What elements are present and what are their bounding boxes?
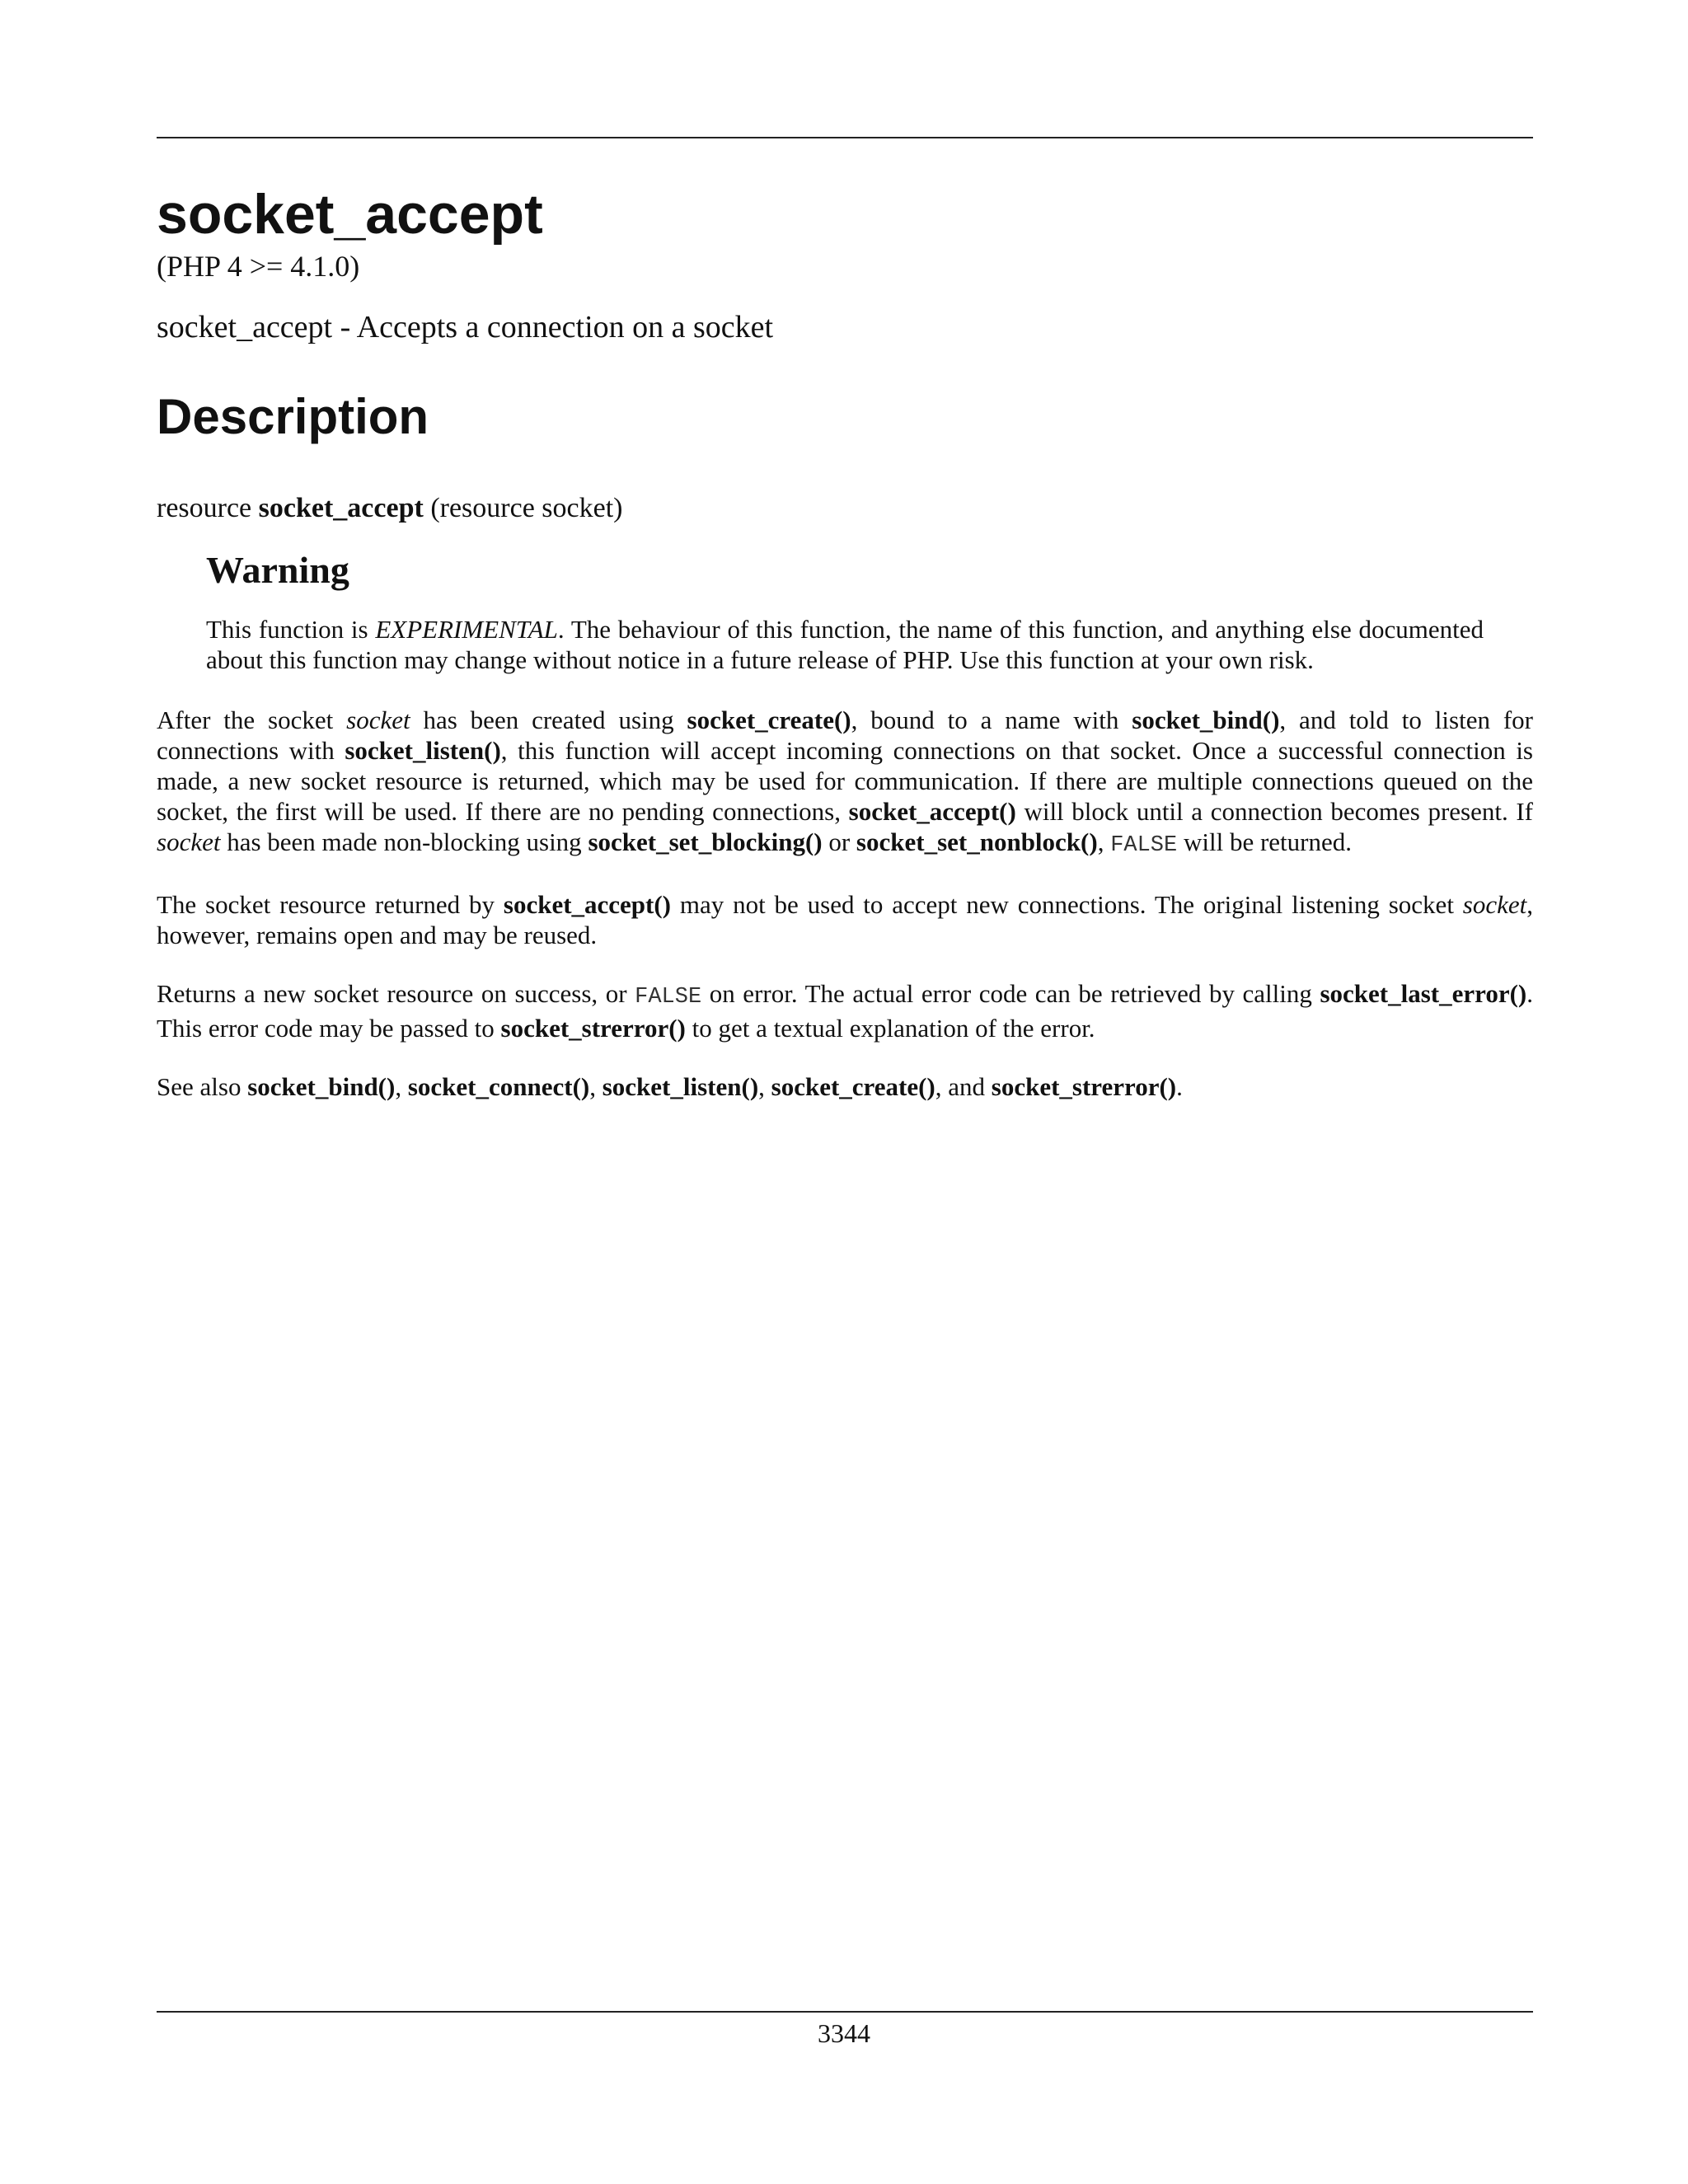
paragraph-returned-resource: The socket resource returned by socket_accept() may not be used to accept new connections. The original listening socket socket, however, remains open and may be reused.: [157, 889, 1533, 949]
page-number: 3344: [818, 2018, 870, 2048]
warning-box: [206, 547, 1484, 675]
function-link-socket-create[interactable]: socket_create(): [771, 1071, 935, 1101]
function-link-socket-connect[interactable]: socket_connect(): [407, 1071, 590, 1101]
function-link-socket-accept[interactable]: socket_accept(): [503, 889, 672, 919]
warning-text: This function is EXPERIMENTAL. The behaviour of this function, the name of this function, and anything else documented about this function may change without notice in a future release of PHP. Use this function at your own risk.: [206, 614, 1484, 674]
function-link-socket-strerror[interactable]: socket_strerror(): [991, 1071, 1177, 1101]
function-summary: socket_accept - Accepts a connection on a socket: [157, 310, 774, 345]
constant-false: FALSE: [1110, 832, 1178, 858]
synopsis-params: (resource socket): [430, 492, 623, 523]
function-link-socket-bind[interactable]: socket_bind(): [247, 1071, 396, 1101]
function-link-socket-listen[interactable]: socket_listen(): [345, 735, 501, 765]
function-link-socket-listen[interactable]: socket_listen(): [602, 1071, 759, 1101]
param-socket: socket: [346, 705, 410, 734]
warning-title: Warning: [206, 548, 349, 591]
function-link-socket-accept[interactable]: socket_accept(): [848, 796, 1016, 826]
function-link-socket-set-blocking[interactable]: socket_set_blocking(): [588, 827, 823, 856]
synopsis-return-type: resource: [157, 492, 252, 523]
description-heading: Description: [157, 388, 429, 444]
function-link-socket-bind[interactable]: socket_bind(): [1132, 705, 1280, 734]
see-also: See also socket_bind(), socket_connect(), socket_listen(), socket_create(), and socket_strerror().: [157, 1071, 1183, 1101]
function-synopsis: [157, 492, 1533, 526]
function-link-socket-strerror[interactable]: socket_strerror(): [500, 1013, 686, 1043]
constant-false: FALSE: [635, 984, 702, 1010]
version-info: (PHP 4 >= 4.1.0): [157, 250, 360, 283]
header-rule: [157, 137, 1533, 138]
paragraph-return-values: Returns a new socket resource on success, or FALSE on error. The actual error code can be retrieved by calling socket_last_error(). This error code may be passed to socket_strerror() to get a textual explanation of the error.: [157, 978, 1533, 1043]
experimental-emphasis: EXPERIMENTAL: [375, 614, 558, 644]
paragraph-accept-behaviour: After the socket socket has been created using socket_create(), bound to a name with socket_bind(), and told to listen for connections with socket_listen(), this function will accept incoming connections on that socket. Once a successful connection is made, a new socket resource is returned, which may be used for communication. If there are multiple connections queued on the socket, the first will be used. If there are no pending connections, socket_accept() will block until a connection becomes present. If socket has been made non-blocking using socket_set_blocking() or socket_set_nonblock(), FALSE will be returned.: [157, 705, 1533, 858]
function-link-socket-create[interactable]: socket_create(): [687, 705, 851, 734]
page-content: [157, 183, 1533, 1102]
param-socket: socket: [157, 827, 221, 856]
synopsis-function-name: socket_accept: [258, 492, 424, 523]
param-socket: socket: [1462, 889, 1527, 919]
function-link-socket-last-error[interactable]: socket_last_error(): [1320, 978, 1527, 1008]
page-title: socket_accept: [157, 183, 543, 246]
footer-rule: [157, 2011, 1533, 2013]
function-link-socket-set-nonblock[interactable]: socket_set_nonblock(): [856, 827, 1098, 856]
